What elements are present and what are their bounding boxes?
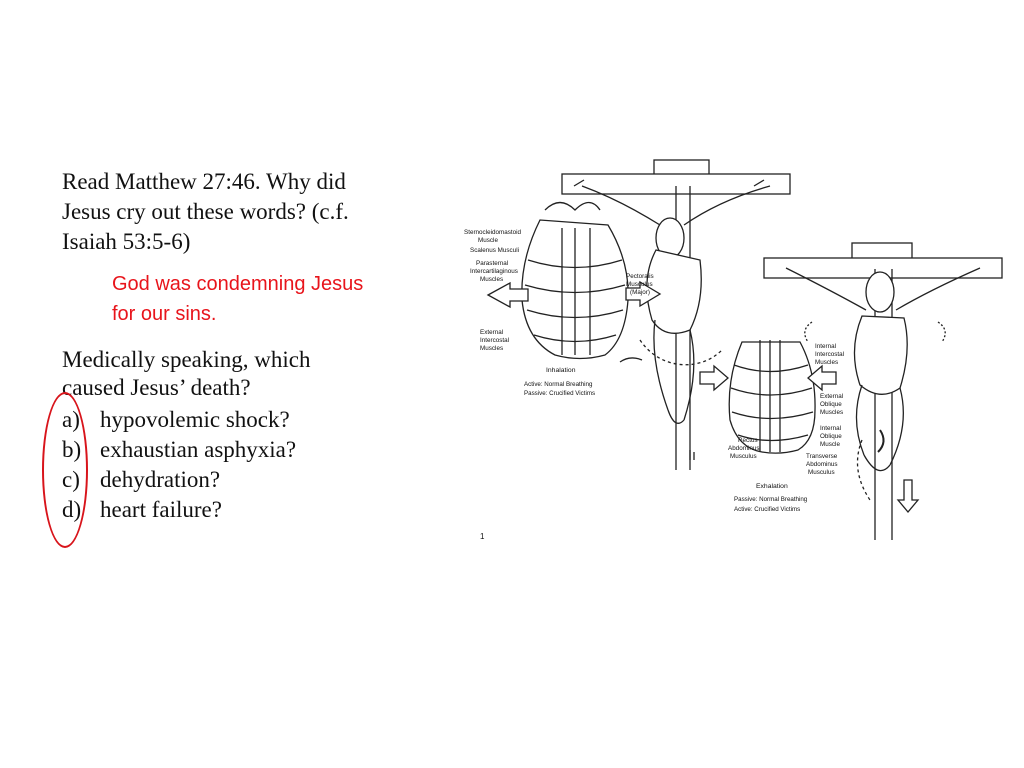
- left-rib-cage: [522, 203, 628, 359]
- option-a-letter: a): [62, 407, 80, 432]
- label-rectus-2: Abdominus: [728, 445, 760, 452]
- label-external-oblique-3: Muscles: [820, 409, 844, 416]
- medical-question-line-2: caused Jesus’ death?: [62, 375, 251, 400]
- option-d-text: heart failure?: [100, 497, 222, 522]
- option-c-letter: c): [62, 467, 80, 492]
- label-sternocleidomastoid-1: Sternocleidomastoid: [464, 229, 522, 236]
- label-internal-intercostal-2: Intercostal: [815, 351, 845, 358]
- label-rectus-3: Musculus: [730, 453, 757, 460]
- label-parasternal-3: Muscles: [480, 276, 504, 283]
- label-external-intercostal-1: External: [480, 329, 504, 336]
- exhalation-passive: Passive: Normal Breathing: [734, 496, 808, 503]
- label-internal-oblique-3: Muscle: [820, 441, 840, 448]
- inhalation-passive: Passive: Crucified Victims: [524, 390, 596, 397]
- label-internal-oblique-1: Internal: [820, 425, 842, 432]
- label-external-intercostal-2: Intercostal: [480, 337, 510, 344]
- label-transverse-2: Abdominus: [806, 461, 838, 468]
- label-external-oblique-2: Oblique: [820, 401, 842, 408]
- medical-question-line-1: Medically speaking, which: [62, 347, 311, 372]
- inhalation-active: Active: Normal Breathing: [524, 381, 593, 388]
- label-sternocleidomastoid-2: Muscle: [478, 237, 498, 244]
- label-internal-intercostal-3: Muscles: [815, 359, 839, 366]
- answer-line-2: for our sins.: [112, 303, 217, 325]
- label-parasternal-2: Intercartilaginous: [470, 268, 518, 275]
- label-parasternal-1: Parasternal: [476, 260, 509, 267]
- label-pectoralis-3: (Major): [630, 289, 650, 296]
- exhalation-active: Active: Crucified Victims: [734, 506, 801, 513]
- label-pectoralis-1: Pectoralis: [626, 273, 654, 280]
- label-pectoralis-2: Musculus: [626, 281, 653, 288]
- option-c-text: dehydration?: [100, 467, 221, 492]
- option-b-letter: b): [62, 437, 82, 462]
- question-line-2: Jesus cry out these words? (c.f.: [62, 199, 349, 224]
- question-line-3: Isaiah 53:5-6): [62, 229, 191, 254]
- page-marker: 1: [480, 532, 485, 541]
- label-rectus-1: Rectus: [738, 437, 758, 444]
- label-internal-oblique-2: Oblique: [820, 433, 842, 440]
- label-external-oblique-1: External: [820, 393, 844, 400]
- label-external-intercostal-3: Muscles: [480, 345, 504, 352]
- option-a-text: hypovolemic shock?: [100, 407, 290, 432]
- answer-line-1: God was condemning Jesus: [112, 273, 364, 295]
- option-d-letter: d): [62, 497, 82, 522]
- label-transverse-3: Musculus: [808, 469, 835, 476]
- option-b-text: exhaustian asphyxia?: [100, 437, 297, 462]
- inhalation-title: Inhalation: [546, 367, 576, 374]
- label-transverse-1: Transverse: [806, 453, 838, 460]
- question-line-1: Read Matthew 27:46. Why did: [62, 169, 346, 194]
- label-internal-intercostal-1: Internal: [815, 343, 837, 350]
- label-scalenus: Scalenus Musculi: [470, 247, 519, 254]
- exhalation-title: Exhalation: [756, 483, 788, 490]
